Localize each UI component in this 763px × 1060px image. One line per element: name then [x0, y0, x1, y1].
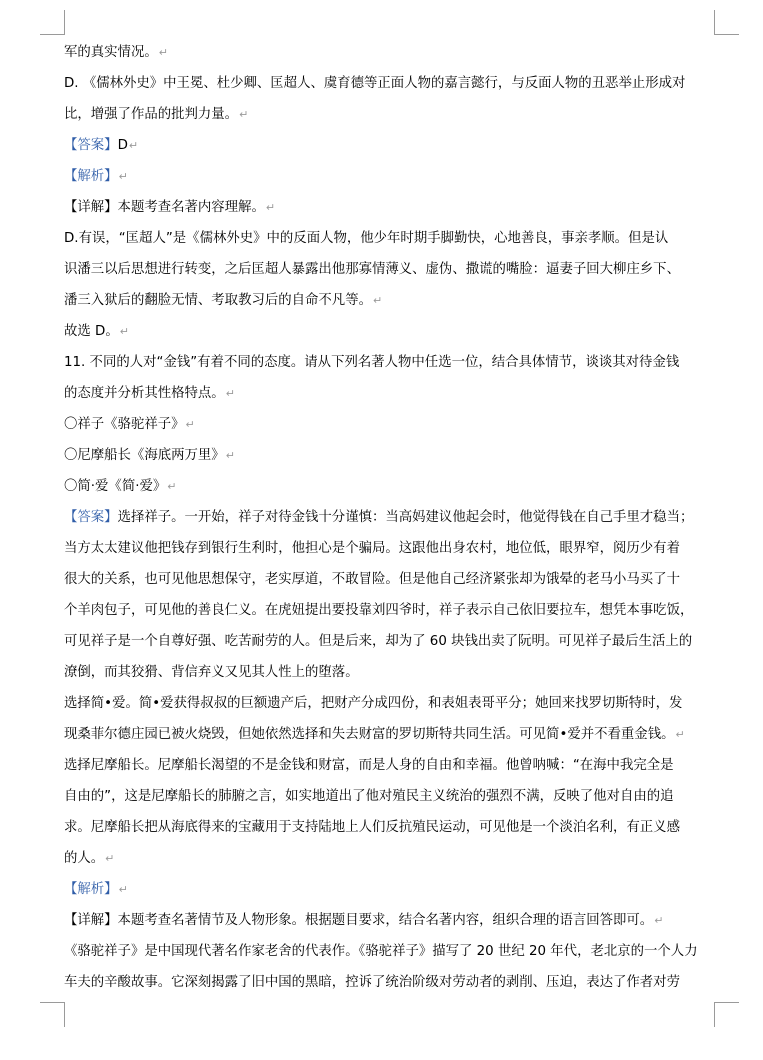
section-tag: 【答案】 — [64, 138, 118, 153]
document-line — [64, 471, 719, 502]
document-line — [64, 905, 719, 936]
document-line — [64, 719, 719, 750]
line-text: 〇简·爱《简·爱》 — [64, 479, 167, 494]
document-line — [64, 409, 719, 440]
line-text: 自由的”，这是尼摩船长的肺腑之言，如实地道出了他对殖民主义统治的强烈不满，反映了他对自由的追 — [64, 789, 674, 804]
page-corner-mark-bottom-right — [714, 1002, 739, 1027]
paragraph-mark-icon: ↵ — [239, 108, 249, 121]
section-tag: 【解析】 — [64, 169, 118, 184]
paragraph-mark-icon: ↵ — [118, 883, 128, 896]
document-line — [64, 130, 719, 161]
line-text: 军的真实情况。 — [64, 45, 158, 60]
paragraph-mark-icon: ↵ — [167, 480, 177, 493]
document-line — [64, 502, 719, 533]
paragraph-mark-icon: ↵ — [128, 139, 139, 152]
line-text: 现桑菲尔德庄园已被火烧毁，但她依然选择和失去财富的罗切斯特共同生活。可见简•爱并不看重金钱。 — [64, 727, 675, 742]
document-line — [64, 99, 719, 130]
page-corner-mark-bottom-left — [40, 1002, 65, 1027]
document-body[interactable] — [64, 37, 719, 998]
document-line — [64, 750, 719, 781]
paragraph-mark-icon: ↵ — [654, 914, 664, 927]
document-line — [64, 843, 719, 874]
paragraph-mark-icon: ↵ — [118, 170, 128, 183]
document-line — [64, 37, 719, 68]
line-text: 可见祥子是一个自尊好强、吃苦耐劳的人。但是后来，却为了 60 块钱出卖了阮明。可见祥子最后生活上的 — [64, 634, 693, 649]
document-line — [64, 223, 719, 254]
paragraph-mark-icon: ↵ — [675, 728, 685, 741]
document-line — [64, 440, 719, 471]
document-line — [64, 68, 719, 99]
document-line — [64, 688, 719, 719]
line-text: 个羊肉包子，可见他的善良仁义。在虎妞提出要投靠刘四爷时，祥子表示自己依旧要拉车，想凭本事吃饭， — [64, 603, 694, 618]
line-text: 〇祥子《骆驼祥子》 — [64, 417, 185, 432]
line-text: 11. 不同的人对“金钱”有着不同的态度。请从下列名著人物中任选一位，结合具体情节，谈谈其对待金钱 — [64, 355, 680, 370]
document-line — [64, 254, 719, 285]
line-text: 潘三入狱后的翻脸无情、考取教习后的自命不凡等。 — [64, 293, 372, 308]
line-text: 当方太太建议他把钱存到银行生利时，他担心是个骗局。这跟他出身农村，地位低，眼界窄，阅历少有着 — [64, 541, 680, 556]
document-line — [64, 378, 719, 409]
paragraph-mark-icon: ↵ — [158, 46, 168, 59]
paragraph-mark-icon: ↵ — [119, 325, 129, 338]
document-line — [64, 781, 719, 812]
document-line — [64, 657, 719, 688]
document-line — [64, 967, 719, 998]
line-text: 车夫的辛酸故事。它深刻揭露了旧中国的黑暗，控诉了统治阶级对劳动者的剥削、压迫，表达了作者对劳 — [64, 975, 680, 990]
line-text: 选择尼摩船长。尼摩船长渴望的不是金钱和财富，而是人身的自由和幸福。他曾呐喊：“在海中我完全是 — [64, 758, 674, 773]
paragraph-mark-icon: ↵ — [372, 294, 383, 307]
document-line — [64, 285, 719, 316]
document-line — [64, 936, 719, 967]
paragraph-mark-icon: ↵ — [225, 449, 235, 462]
line-text: 潦倒，而其狡猾、背信弃义又见其人性上的堕落。 — [64, 665, 359, 680]
line-text: 求。尼摩船长把从海底得来的宝藏用于支持陆地上人们反抗殖民运动，可见他是一个淡泊名利，有正义感 — [64, 820, 680, 835]
document-line — [64, 316, 719, 347]
document-line — [64, 192, 719, 223]
line-text: 选择简•爱。简•爱获得叔叔的巨额遗产后，把财产分成四份，和表姐表哥平分；她回来找罗切斯特时，发 — [64, 696, 683, 711]
line-text: 的态度并分析其性格特点。 — [64, 386, 225, 401]
line-text: 〇尼摩船长《海底两万里》 — [64, 448, 225, 463]
line-text: 【详解】本题考查名著内容理解。 — [64, 200, 265, 215]
paragraph-mark-icon: ↵ — [105, 852, 115, 865]
section-tag: 【答案】 — [64, 510, 118, 525]
line-text: 《骆驼祥子》是中国现代著名作家老舍的代表作。《骆驼祥子》描写了 20 世纪 20 年代，老北京的一个人力 — [64, 944, 698, 959]
section-tag: 【解析】 — [64, 882, 118, 897]
paragraph-mark-icon: ↵ — [265, 201, 276, 214]
paragraph-mark-icon: ↵ — [185, 418, 195, 431]
document-line — [64, 595, 719, 626]
line-text: 很大的关系，也可见他思想保守，老实厚道，不敢冒险。但是他自己经济紧张却为饿晕的老马小马买了十 — [64, 572, 680, 587]
document-line — [64, 564, 719, 595]
page-corner-mark-top-right — [714, 10, 739, 35]
line-text: 故选 D。 — [64, 324, 119, 339]
line-text: 比，增强了作品的批判力量。 — [64, 107, 239, 122]
line-text: 识潘三以后思想进行转变，之后匡超人暴露出他那寡情薄义、虚伪、撒谎的嘴脸：逼妻子回大柳庄乡下、 — [64, 262, 680, 277]
line-text: D. 《儒林外史》中王冕、杜少卿、匡超人、虞育德等正面人物的嘉言懿行，与反面人物的丑恶举止形成对 — [64, 76, 686, 91]
line-text: D.有误，“匡超人”是《儒林外史》中的反面人物，他少年时期手脚勤快，心地善良，事亲孝顺。但是认 — [64, 231, 669, 246]
page-corner-mark-top-left — [40, 10, 65, 35]
document-line — [64, 533, 719, 564]
document-line — [64, 874, 719, 905]
paragraph-mark-icon: ↵ — [225, 387, 235, 400]
document-line — [64, 161, 719, 192]
line-text: 【详解】本题考查名著情节及人物形象。根据题目要求，结合名著内容，组织合理的语言回答即可。 — [64, 913, 654, 928]
line-text: 选择祥子。一开始，祥子对待金钱十分谨慎：当高妈建议他起会时，他觉得钱在自己手里才稳当； — [117, 510, 694, 525]
document-line — [64, 347, 719, 378]
line-text: 的人。 — [64, 851, 105, 866]
document-line — [64, 626, 719, 657]
line-text: D — [117, 138, 128, 153]
document-line — [64, 812, 719, 843]
